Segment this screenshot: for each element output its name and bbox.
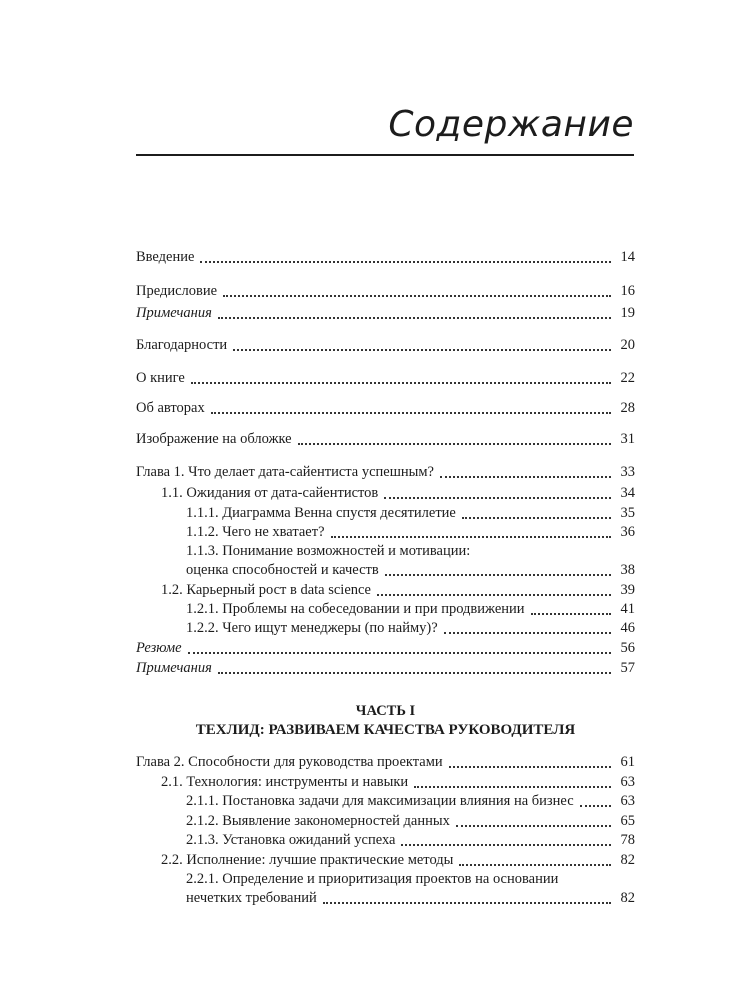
toc-entry-2-1-1[interactable] <box>186 790 635 812</box>
toc-entry-title: 2.1.3. Установка ожиданий успеха <box>186 832 396 848</box>
toc-entry-page: 63 <box>620 793 635 809</box>
toc-entry-about-authors[interactable] <box>136 397 635 419</box>
toc-entry-preface[interactable] <box>136 280 635 302</box>
toc-entry-page: 33 <box>620 464 635 480</box>
dot-leader <box>401 844 611 846</box>
toc-entry-page: 35 <box>620 505 635 521</box>
toc-entry-title: О книге <box>136 370 185 386</box>
dot-leader <box>191 382 611 384</box>
dot-leader <box>414 786 611 788</box>
toc-entry-title: 1.1.1. Диаграмма Венна спустя десятилетие <box>186 505 456 521</box>
toc-entry-page: 19 <box>620 305 635 321</box>
toc-entry-title: Благодарности <box>136 337 228 353</box>
toc-entry-title: 1.1. Ожидания от дата-сайентистов <box>161 485 379 501</box>
dot-leader <box>384 497 611 499</box>
dot-leader <box>377 594 611 596</box>
toc-entry-title: Глава 2. Способности для руководства проектами <box>136 754 443 770</box>
dot-leader <box>462 517 611 519</box>
toc-entry-cover-image[interactable] <box>136 428 635 450</box>
toc-entry-title: 1.2.1. Проблемы на собеседовании и при продвижении <box>186 601 525 617</box>
dot-leader <box>331 536 611 538</box>
toc-entry-title: 1.1.2. Чего не хватает? <box>186 524 325 540</box>
toc-entry-page: 46 <box>620 620 635 636</box>
toc-entry-page: 57 <box>620 660 635 676</box>
toc-entry-page: 36 <box>620 524 635 540</box>
dot-leader <box>218 672 611 674</box>
toc-entry-page: 61 <box>620 754 635 770</box>
toc-entry-2-2-1[interactable] <box>186 887 635 909</box>
toc-entry-title: 1.2. Карьерный рост в data science <box>161 582 371 598</box>
toc-entry-title: Предисловие <box>136 283 218 299</box>
dot-leader <box>580 805 611 807</box>
toc-entry-2-2-1-line1[interactable]: 2.2.1. Определение и приоритизация проектов на основании <box>186 871 559 887</box>
dot-leader <box>211 412 611 414</box>
dot-leader <box>188 652 611 654</box>
dot-leader <box>385 574 611 576</box>
toc-entry-page: 41 <box>620 601 635 617</box>
toc-entry-page: 63 <box>620 774 635 790</box>
toc-entry-title: 2.2. Исполнение: лучшие практические методы <box>161 852 454 868</box>
toc-entry-notes-ch1[interactable] <box>136 657 635 679</box>
toc-entry-title: Введение <box>136 249 195 265</box>
toc-entry-page: 78 <box>620 832 635 848</box>
dot-leader <box>200 261 611 263</box>
toc-entry-title: оценка способностей и качеств <box>186 562 379 578</box>
toc-entry-page: 14 <box>620 249 635 265</box>
part-label: ЧАСТЬ I <box>355 703 416 719</box>
toc-entry-summary[interactable] <box>136 637 635 659</box>
toc-entry-title: нечетких требований <box>186 890 317 906</box>
dot-leader <box>233 349 611 351</box>
toc-entry-page: 39 <box>620 582 635 598</box>
toc-entry-title: Резюме <box>136 640 182 656</box>
toc-entry-title: 2.1.1. Постановка задачи для максимизации влияния на бизнес <box>186 793 574 809</box>
toc-entry-about-book[interactable] <box>136 367 635 389</box>
dot-leader <box>298 443 611 445</box>
toc-entry-acknowledgements[interactable] <box>136 334 635 356</box>
toc-entry-page: 65 <box>620 813 635 829</box>
toc-entry-page: 56 <box>620 640 635 656</box>
toc-entry-page: 28 <box>620 400 635 416</box>
dot-leader <box>440 476 611 478</box>
toc-entry-title: 1.2.2. Чего ищут менеджеры (по найму)? <box>186 620 438 636</box>
toc-entry-page: 31 <box>620 431 635 447</box>
toc-entry-title: Глава 1. Что делает дата-сайентиста успешным? <box>136 464 434 480</box>
title-rule <box>136 154 634 156</box>
toc-entry-title: 2.1.2. Выявление закономерностей данных <box>186 813 450 829</box>
toc-entry-1-1-3-line1[interactable]: 1.1.3. Понимание возможностей и мотивации: <box>186 543 471 559</box>
toc-entry-page: 82 <box>620 890 635 906</box>
dot-leader <box>223 295 611 297</box>
toc-entry-page: 22 <box>620 370 635 386</box>
toc-entry-page: 20 <box>620 337 635 353</box>
toc-entry-1-1-3[interactable] <box>186 559 635 581</box>
toc-entry-page: 82 <box>620 852 635 868</box>
toc-entry-title: Примечания <box>136 305 212 321</box>
toc-entry-2-1-3[interactable] <box>186 829 635 851</box>
part-title: ТЕХЛИД: РАЗВИВАЕМ КАЧЕСТВА РУКОВОДИТЕЛЯ <box>195 722 576 738</box>
toc-entry-page: 38 <box>620 562 635 578</box>
page-title: Содержание <box>388 104 634 145</box>
toc-entry-1-2-2[interactable] <box>186 617 635 639</box>
toc-entry-page: 16 <box>620 283 635 299</box>
dot-leader <box>456 825 611 827</box>
toc-entry-page: 34 <box>620 485 635 501</box>
toc-entry-notes[interactable] <box>136 302 635 324</box>
dot-leader <box>444 632 611 634</box>
dot-leader <box>323 902 611 904</box>
toc-entry-title: Об авторах <box>136 400 205 416</box>
toc-entry-title: 2.1. Технология: инструменты и навыки <box>161 774 409 790</box>
toc-entry-title: Примечания <box>136 660 212 676</box>
toc-entry-1-1[interactable] <box>161 482 635 504</box>
dot-leader <box>218 317 611 319</box>
toc-entry-title: Изображение на обложке <box>136 431 292 447</box>
dot-leader <box>531 613 611 615</box>
toc-entry-chapter-2[interactable] <box>136 751 635 773</box>
dot-leader <box>449 766 611 768</box>
toc-entry-introduction[interactable] <box>136 246 635 268</box>
dot-leader <box>459 864 611 866</box>
toc-entry-chapter-1[interactable] <box>136 461 635 483</box>
